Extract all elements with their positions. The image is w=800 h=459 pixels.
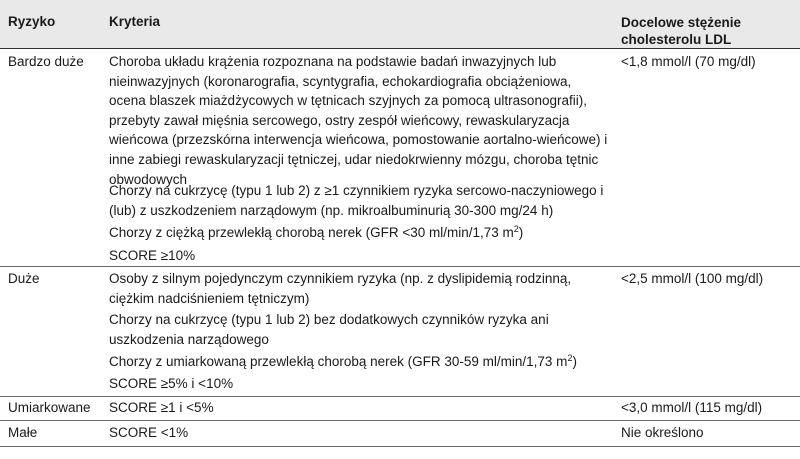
row-divider [0, 446, 800, 447]
criteria-very-high-4: SCORE ≥10% [109, 248, 196, 263]
criteria-very-high-3-text: Chorzy z ciężką przewlekłą chorobą nerek (GFR <30 ml/min/1,73 $m^2$) [109, 224, 524, 240]
row-divider [0, 266, 800, 267]
target-very-high: <1,8 mmol/l (70 mg/dl) [621, 54, 756, 69]
criteria-moderate-1: SCORE ≥1 i <5% [109, 400, 214, 415]
risk-high: Duże [8, 271, 40, 286]
criteria-low-1: SCORE <1% [109, 425, 189, 440]
criteria-high-1: Osoby z silnym pojedynczym czynnikiem ryzyka (np. z dyslipidemią rodzinną, ciężkim nadciśnieniem tętniczym) [109, 271, 572, 306]
target-low: Nie określono [621, 425, 704, 440]
table-header [0, 0, 800, 49]
risk-moderate: Umiarkowane [8, 400, 91, 415]
target-high: <2,5 mmol/l (100 mg/dl) [621, 271, 764, 286]
header-risk: Ryzyko [8, 14, 56, 29]
criteria-high-4: SCORE ≥5% i <10% [109, 376, 234, 391]
risk-very-high: Bardzo duże [8, 54, 84, 69]
criteria-high-3-text: Chorzy z umiarkowaną przewlekłą chorobą nerek (GFR 30-59 ml/min/1,73 $m^2$) [109, 353, 577, 369]
criteria-high-3 [109, 352, 614, 372]
row-divider [0, 420, 800, 421]
criteria-high-2: Chorzy na cukrzycę (typu 1 lub 2) bez dodatkowych czynników ryzyka ani uszkodzenia narządowego [109, 312, 549, 347]
unit-exponent: 2 [513, 224, 519, 234]
criteria-very-high-2: Chorzy na cukrzycę (typu 1 lub 2) z ≥1 czynnikiem ryzyka sercowo-naczyniowego i (lub) z uszkodzeniem narządowym (np. mikroalbuminurią 30-300 mg/24 h) [109, 183, 604, 218]
target-moderate: <3,0 mmol/l (115 mg/dl) [621, 400, 763, 415]
risk-low: Małe [8, 425, 38, 440]
header-target: Docelowe stężenie cholesterolu LDL [621, 15, 742, 47]
criteria-very-high-3 [109, 223, 614, 243]
row-divider [0, 396, 800, 397]
header-criteria: Kryteria [109, 14, 161, 29]
criteria-very-high-1: Choroba układu krążenia rozpoznana na podstawie badań inwazyjnych lub nieinwazyjnych (koronarografia, scyntygrafia, echokardiografia obciążeniowa, ocena blaszek miażdżycowych w tętnicach szyjnych za pomocą ultrasonografii), przebyty zawał mięśnia sercowego, ostry zespół wieńcowy, rewaskularyzacja wieńcowa (przezskórna interwencja wieńcowa, pomostowanie aortalno-wieńcowe) i inne zabiegi rewaskularyzacji tętniczej, udar niedokrwienny mózgu, choroba tętnic obwodowych [109, 54, 608, 187]
unit-exponent: 2 [567, 353, 573, 363]
